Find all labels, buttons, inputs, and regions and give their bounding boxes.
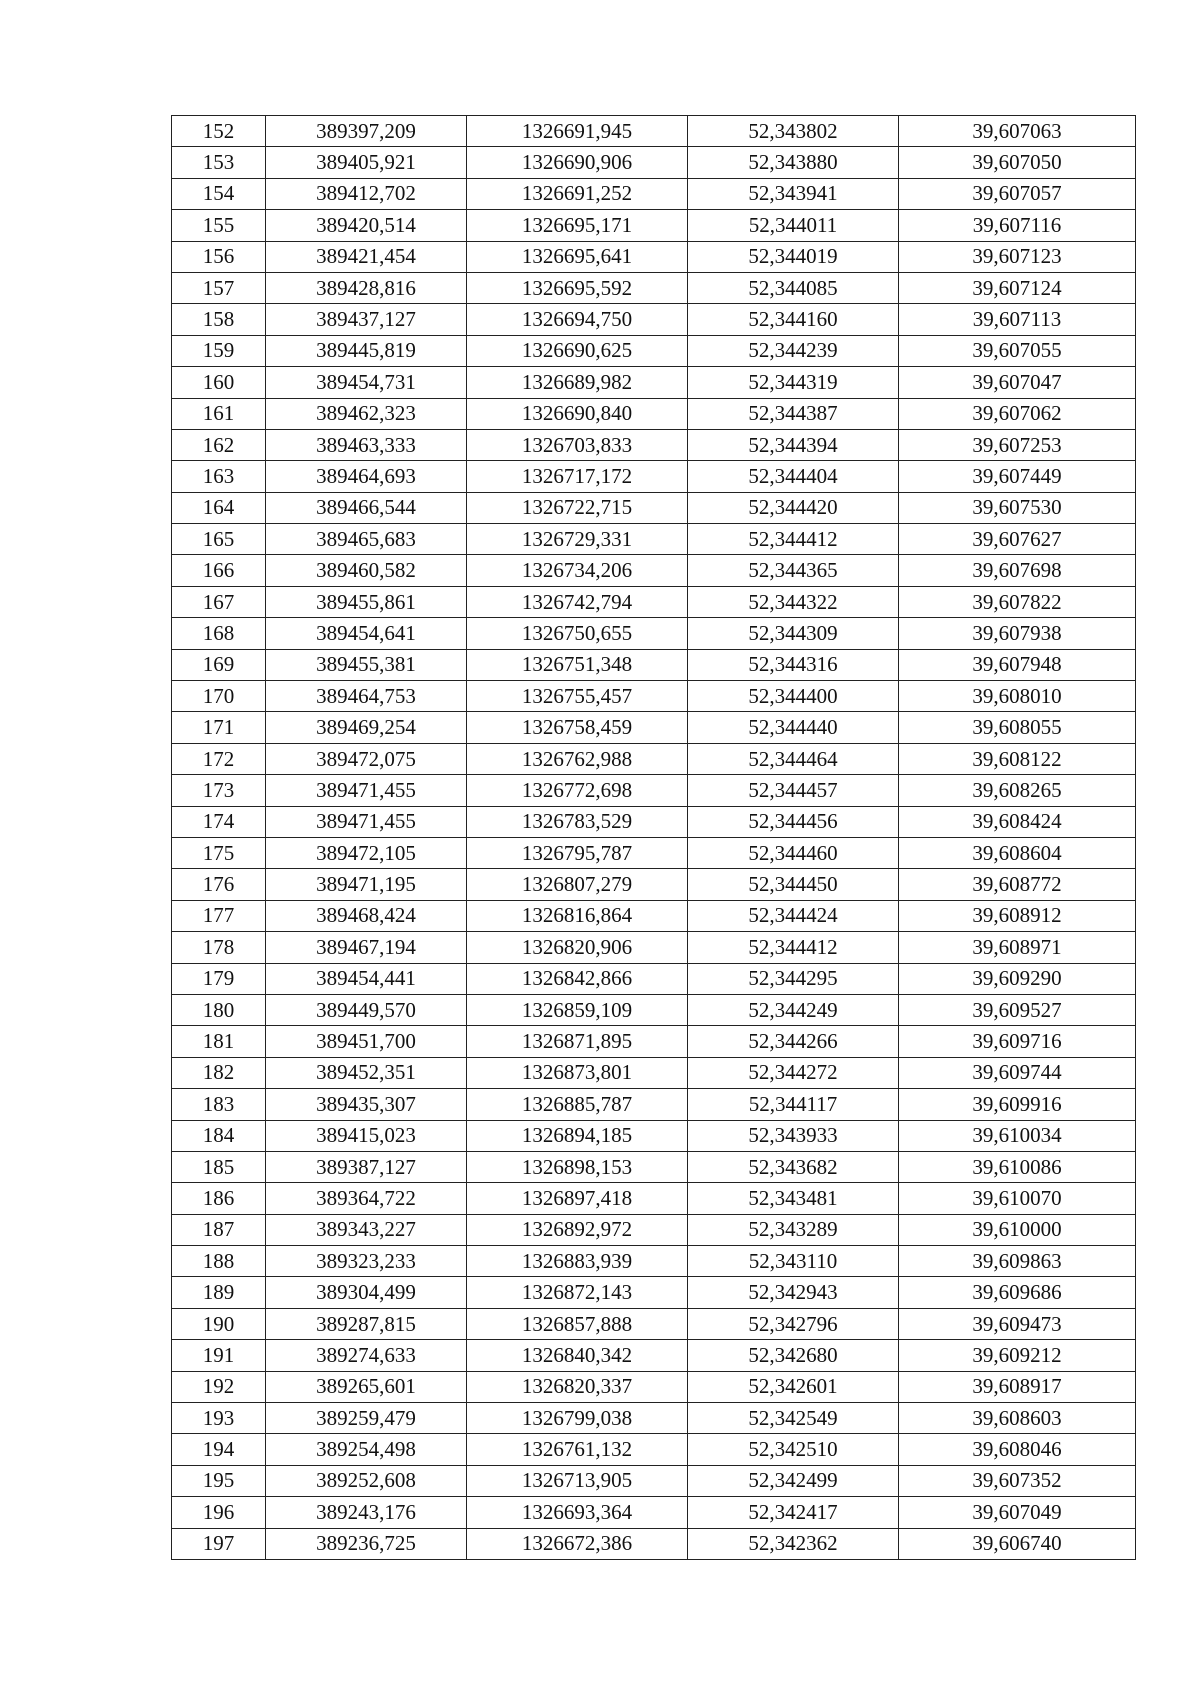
table-row [172,1277,1136,1308]
latitude-cell: 52,344272 [688,1057,899,1088]
point-number-cell: 174 [172,806,266,837]
latitude-cell: 52,344404 [688,461,899,492]
longitude-cell: 39,609527 [899,994,1136,1025]
x-coordinate-cell: 389462,323 [266,398,467,429]
table-row [172,932,1136,963]
table-row [172,367,1136,398]
latitude-cell: 52,344085 [688,272,899,303]
y-coordinate-cell: 1326894,185 [467,1120,688,1151]
table-row [172,116,1136,147]
table-row [172,743,1136,774]
longitude-cell: 39,607822 [899,586,1136,617]
latitude-cell: 52,344450 [688,869,899,900]
point-number-cell: 183 [172,1089,266,1120]
longitude-cell: 39,607449 [899,461,1136,492]
x-coordinate-cell: 389252,608 [266,1465,467,1496]
x-coordinate-cell: 389259,479 [266,1403,467,1434]
x-coordinate-cell: 389452,351 [266,1057,467,1088]
x-coordinate-cell: 389304,499 [266,1277,467,1308]
table-row [172,1528,1136,1559]
y-coordinate-cell: 1326695,641 [467,241,688,272]
point-number-cell: 184 [172,1120,266,1151]
latitude-cell: 52,344160 [688,304,899,335]
point-number-cell: 156 [172,241,266,272]
latitude-cell: 52,344457 [688,775,899,806]
point-number-cell: 177 [172,900,266,931]
y-coordinate-cell: 1326717,172 [467,461,688,492]
table-row [172,618,1136,649]
x-coordinate-cell: 389464,693 [266,461,467,492]
latitude-cell: 52,344420 [688,492,899,523]
longitude-cell: 39,607116 [899,210,1136,241]
x-coordinate-cell: 389420,514 [266,210,467,241]
longitude-cell: 39,609716 [899,1026,1136,1057]
y-coordinate-cell: 1326873,801 [467,1057,688,1088]
latitude-cell: 52,344011 [688,210,899,241]
point-number-cell: 185 [172,1151,266,1182]
point-number-cell: 164 [172,492,266,523]
y-coordinate-cell: 1326691,945 [467,116,688,147]
table-row [172,241,1136,272]
table-row [172,806,1136,837]
table-row [172,178,1136,209]
y-coordinate-cell: 1326742,794 [467,586,688,617]
point-number-cell: 159 [172,335,266,366]
latitude-cell: 52,342601 [688,1371,899,1402]
point-number-cell: 152 [172,116,266,147]
point-number-cell: 188 [172,1246,266,1277]
longitude-cell: 39,607063 [899,116,1136,147]
y-coordinate-cell: 1326883,939 [467,1246,688,1277]
latitude-cell: 52,343880 [688,147,899,178]
point-number-cell: 180 [172,994,266,1025]
latitude-cell: 52,344322 [688,586,899,617]
latitude-cell: 52,344316 [688,649,899,680]
latitude-cell: 52,344464 [688,743,899,774]
point-number-cell: 166 [172,555,266,586]
table-row [172,1026,1136,1057]
latitude-cell: 52,344239 [688,335,899,366]
point-number-cell: 186 [172,1183,266,1214]
y-coordinate-cell: 1326761,132 [467,1434,688,1465]
table-row [172,304,1136,335]
longitude-cell: 39,607055 [899,335,1136,366]
table-row [172,1246,1136,1277]
x-coordinate-cell: 389243,176 [266,1497,467,1528]
point-number-cell: 194 [172,1434,266,1465]
table-row [172,900,1136,931]
coordinates-table-body [172,116,1136,1560]
x-coordinate-cell: 389287,815 [266,1308,467,1339]
table-row [172,1340,1136,1371]
table-row [172,1403,1136,1434]
latitude-cell: 52,342499 [688,1465,899,1496]
point-number-cell: 181 [172,1026,266,1057]
x-coordinate-cell: 389460,582 [266,555,467,586]
longitude-cell: 39,608424 [899,806,1136,837]
x-coordinate-cell: 389265,601 [266,1371,467,1402]
x-coordinate-cell: 389454,441 [266,963,467,994]
latitude-cell: 52,344460 [688,837,899,868]
point-number-cell: 195 [172,1465,266,1496]
longitude-cell: 39,608971 [899,932,1136,963]
y-coordinate-cell: 1326807,279 [467,869,688,900]
latitude-cell: 52,344117 [688,1089,899,1120]
latitude-cell: 52,343481 [688,1183,899,1214]
latitude-cell: 52,343289 [688,1214,899,1245]
y-coordinate-cell: 1326820,906 [467,932,688,963]
table-row [172,994,1136,1025]
latitude-cell: 52,342417 [688,1497,899,1528]
table-row [172,555,1136,586]
point-number-cell: 163 [172,461,266,492]
table-row [172,1434,1136,1465]
y-coordinate-cell: 1326842,866 [467,963,688,994]
latitude-cell: 52,344400 [688,681,899,712]
longitude-cell: 39,608604 [899,837,1136,868]
y-coordinate-cell: 1326693,364 [467,1497,688,1528]
table-row [172,461,1136,492]
longitude-cell: 39,608046 [899,1434,1136,1465]
latitude-cell: 52,342510 [688,1434,899,1465]
table-row [172,963,1136,994]
longitude-cell: 39,608265 [899,775,1136,806]
table-row [172,429,1136,460]
latitude-cell: 52,342943 [688,1277,899,1308]
y-coordinate-cell: 1326799,038 [467,1403,688,1434]
point-number-cell: 169 [172,649,266,680]
latitude-cell: 52,344309 [688,618,899,649]
x-coordinate-cell: 389323,233 [266,1246,467,1277]
point-number-cell: 153 [172,147,266,178]
x-coordinate-cell: 389343,227 [266,1214,467,1245]
longitude-cell: 39,608055 [899,712,1136,743]
point-number-cell: 161 [172,398,266,429]
x-coordinate-cell: 389397,209 [266,116,467,147]
coordinates-table [171,115,1136,1560]
longitude-cell: 39,606740 [899,1528,1136,1559]
y-coordinate-cell: 1326695,592 [467,272,688,303]
x-coordinate-cell: 389254,498 [266,1434,467,1465]
longitude-cell: 39,607123 [899,241,1136,272]
latitude-cell: 52,343941 [688,178,899,209]
table-row [172,210,1136,241]
y-coordinate-cell: 1326892,972 [467,1214,688,1245]
table-row [172,272,1136,303]
latitude-cell: 52,344456 [688,806,899,837]
y-coordinate-cell: 1326820,337 [467,1371,688,1402]
longitude-cell: 39,608010 [899,681,1136,712]
longitude-cell: 39,607948 [899,649,1136,680]
point-number-cell: 171 [172,712,266,743]
x-coordinate-cell: 389451,700 [266,1026,467,1057]
table-row [172,147,1136,178]
longitude-cell: 39,607253 [899,429,1136,460]
table-row [172,1089,1136,1120]
latitude-cell: 52,343933 [688,1120,899,1151]
longitude-cell: 39,607062 [899,398,1136,429]
latitude-cell: 52,344295 [688,963,899,994]
longitude-cell: 39,608603 [899,1403,1136,1434]
x-coordinate-cell: 389236,725 [266,1528,467,1559]
y-coordinate-cell: 1326751,348 [467,649,688,680]
point-number-cell: 187 [172,1214,266,1245]
x-coordinate-cell: 389454,731 [266,367,467,398]
y-coordinate-cell: 1326722,715 [467,492,688,523]
latitude-cell: 52,344019 [688,241,899,272]
y-coordinate-cell: 1326689,982 [467,367,688,398]
table-row [172,1214,1136,1245]
table-row [172,869,1136,900]
x-coordinate-cell: 389445,819 [266,335,467,366]
y-coordinate-cell: 1326871,895 [467,1026,688,1057]
x-coordinate-cell: 389471,455 [266,775,467,806]
x-coordinate-cell: 389472,075 [266,743,467,774]
y-coordinate-cell: 1326703,833 [467,429,688,460]
latitude-cell: 52,342549 [688,1403,899,1434]
longitude-cell: 39,607057 [899,178,1136,209]
x-coordinate-cell: 389421,454 [266,241,467,272]
y-coordinate-cell: 1326694,750 [467,304,688,335]
longitude-cell: 39,607698 [899,555,1136,586]
table-row [172,1183,1136,1214]
point-number-cell: 192 [172,1371,266,1402]
y-coordinate-cell: 1326795,787 [467,837,688,868]
latitude-cell: 52,344412 [688,524,899,555]
y-coordinate-cell: 1326755,457 [467,681,688,712]
table-row [172,1371,1136,1402]
point-number-cell: 167 [172,586,266,617]
x-coordinate-cell: 389415,023 [266,1120,467,1151]
longitude-cell: 39,608122 [899,743,1136,774]
latitude-cell: 52,344394 [688,429,899,460]
x-coordinate-cell: 389274,633 [266,1340,467,1371]
point-number-cell: 189 [172,1277,266,1308]
y-coordinate-cell: 1326872,143 [467,1277,688,1308]
table-row [172,712,1136,743]
x-coordinate-cell: 389471,455 [266,806,467,837]
point-number-cell: 191 [172,1340,266,1371]
x-coordinate-cell: 389467,194 [266,932,467,963]
point-number-cell: 175 [172,837,266,868]
point-number-cell: 158 [172,304,266,335]
latitude-cell: 52,344440 [688,712,899,743]
x-coordinate-cell: 389412,702 [266,178,467,209]
x-coordinate-cell: 389454,641 [266,618,467,649]
point-number-cell: 165 [172,524,266,555]
table-row [172,586,1136,617]
latitude-cell: 52,344387 [688,398,899,429]
y-coordinate-cell: 1326729,331 [467,524,688,555]
longitude-cell: 39,607352 [899,1465,1136,1496]
point-number-cell: 160 [172,367,266,398]
x-coordinate-cell: 389463,333 [266,429,467,460]
point-number-cell: 154 [172,178,266,209]
point-number-cell: 179 [172,963,266,994]
latitude-cell: 52,344249 [688,994,899,1025]
y-coordinate-cell: 1326695,171 [467,210,688,241]
y-coordinate-cell: 1326762,988 [467,743,688,774]
point-number-cell: 155 [172,210,266,241]
longitude-cell: 39,607938 [899,618,1136,649]
table-row [172,681,1136,712]
latitude-cell: 52,343110 [688,1246,899,1277]
table-row [172,335,1136,366]
y-coordinate-cell: 1326840,342 [467,1340,688,1371]
y-coordinate-cell: 1326713,905 [467,1465,688,1496]
y-coordinate-cell: 1326857,888 [467,1308,688,1339]
y-coordinate-cell: 1326734,206 [467,555,688,586]
longitude-cell: 39,610086 [899,1151,1136,1182]
x-coordinate-cell: 389464,753 [266,681,467,712]
latitude-cell: 52,344266 [688,1026,899,1057]
x-coordinate-cell: 389428,816 [266,272,467,303]
point-number-cell: 197 [172,1528,266,1559]
latitude-cell: 52,344319 [688,367,899,398]
longitude-cell: 39,610070 [899,1183,1136,1214]
x-coordinate-cell: 389455,381 [266,649,467,680]
point-number-cell: 170 [172,681,266,712]
y-coordinate-cell: 1326690,625 [467,335,688,366]
table-row [172,1151,1136,1182]
x-coordinate-cell: 389468,424 [266,900,467,931]
x-coordinate-cell: 389469,254 [266,712,467,743]
longitude-cell: 39,610000 [899,1214,1136,1245]
y-coordinate-cell: 1326859,109 [467,994,688,1025]
table-row [172,837,1136,868]
latitude-cell: 52,342796 [688,1308,899,1339]
y-coordinate-cell: 1326691,252 [467,178,688,209]
x-coordinate-cell: 389471,195 [266,869,467,900]
table-row [172,1497,1136,1528]
longitude-cell: 39,608912 [899,900,1136,931]
latitude-cell: 52,342362 [688,1528,899,1559]
point-number-cell: 190 [172,1308,266,1339]
latitude-cell: 52,343802 [688,116,899,147]
latitude-cell: 52,344365 [688,555,899,586]
x-coordinate-cell: 389435,307 [266,1089,467,1120]
table-row [172,649,1136,680]
table-row [172,524,1136,555]
x-coordinate-cell: 389472,105 [266,837,467,868]
x-coordinate-cell: 389466,544 [266,492,467,523]
x-coordinate-cell: 389387,127 [266,1151,467,1182]
x-coordinate-cell: 389449,570 [266,994,467,1025]
longitude-cell: 39,608772 [899,869,1136,900]
table-row [172,1308,1136,1339]
y-coordinate-cell: 1326885,787 [467,1089,688,1120]
x-coordinate-cell: 389465,683 [266,524,467,555]
point-number-cell: 162 [172,429,266,460]
table-row [172,1120,1136,1151]
longitude-cell: 39,608917 [899,1371,1136,1402]
longitude-cell: 39,609686 [899,1277,1136,1308]
y-coordinate-cell: 1326783,529 [467,806,688,837]
longitude-cell: 39,609473 [899,1308,1136,1339]
y-coordinate-cell: 1326897,418 [467,1183,688,1214]
longitude-cell: 39,607113 [899,304,1136,335]
latitude-cell: 52,342680 [688,1340,899,1371]
table-row [172,1465,1136,1496]
y-coordinate-cell: 1326672,386 [467,1528,688,1559]
table-row [172,1057,1136,1088]
longitude-cell: 39,609290 [899,963,1136,994]
table-row [172,492,1136,523]
x-coordinate-cell: 389437,127 [266,304,467,335]
point-number-cell: 196 [172,1497,266,1528]
latitude-cell: 52,343682 [688,1151,899,1182]
x-coordinate-cell: 389405,921 [266,147,467,178]
longitude-cell: 39,607124 [899,272,1136,303]
table-row [172,398,1136,429]
y-coordinate-cell: 1326750,655 [467,618,688,649]
y-coordinate-cell: 1326898,153 [467,1151,688,1182]
point-number-cell: 168 [172,618,266,649]
table-row [172,775,1136,806]
y-coordinate-cell: 1326816,864 [467,900,688,931]
point-number-cell: 176 [172,869,266,900]
y-coordinate-cell: 1326690,906 [467,147,688,178]
point-number-cell: 157 [172,272,266,303]
x-coordinate-cell: 389455,861 [266,586,467,617]
longitude-cell: 39,607530 [899,492,1136,523]
x-coordinate-cell: 389364,722 [266,1183,467,1214]
longitude-cell: 39,609212 [899,1340,1136,1371]
longitude-cell: 39,607049 [899,1497,1136,1528]
point-number-cell: 182 [172,1057,266,1088]
latitude-cell: 52,344412 [688,932,899,963]
y-coordinate-cell: 1326758,459 [467,712,688,743]
longitude-cell: 39,607047 [899,367,1136,398]
point-number-cell: 178 [172,932,266,963]
point-number-cell: 193 [172,1403,266,1434]
longitude-cell: 39,610034 [899,1120,1136,1151]
longitude-cell: 39,607627 [899,524,1136,555]
y-coordinate-cell: 1326690,840 [467,398,688,429]
point-number-cell: 173 [172,775,266,806]
longitude-cell: 39,609863 [899,1246,1136,1277]
longitude-cell: 39,607050 [899,147,1136,178]
y-coordinate-cell: 1326772,698 [467,775,688,806]
longitude-cell: 39,609916 [899,1089,1136,1120]
longitude-cell: 39,609744 [899,1057,1136,1088]
point-number-cell: 172 [172,743,266,774]
latitude-cell: 52,344424 [688,900,899,931]
